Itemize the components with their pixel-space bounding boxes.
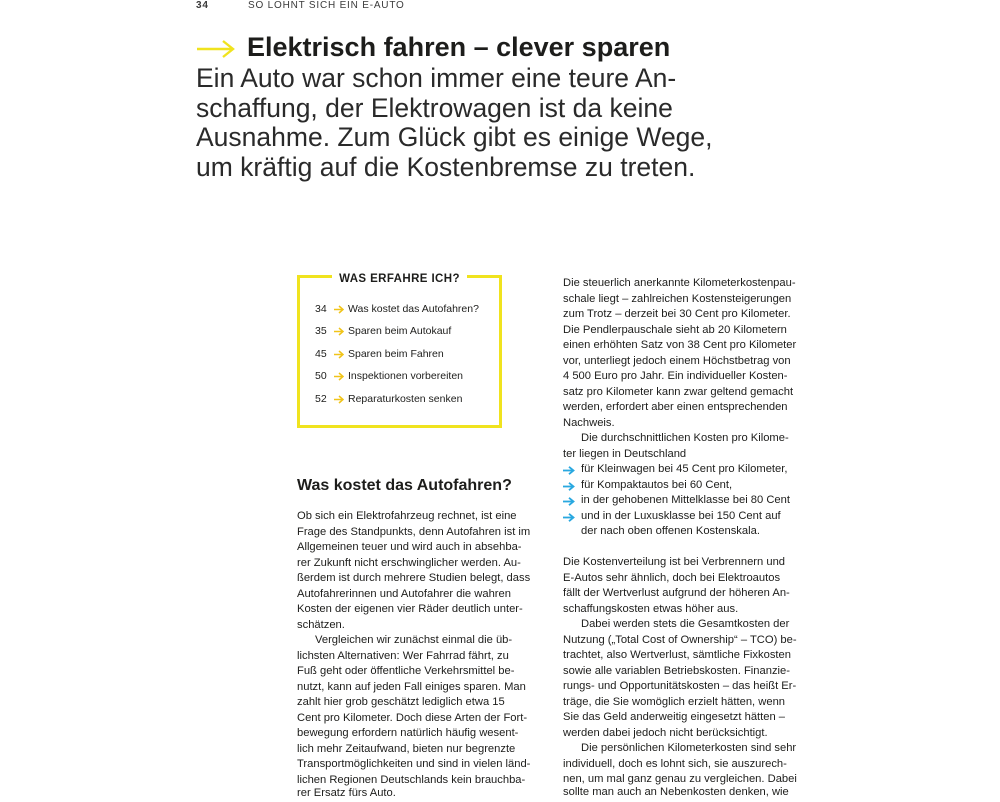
- intro-line: Ein Auto war schon immer eine teure An-: [196, 63, 677, 93]
- right-column: [563, 276, 813, 800]
- text-line: E-Autos sehr ähnlich, doch bei Elektroautos: [563, 571, 781, 584]
- text-line: Nutzung („Total Cost of Ownership“ – TCO) be-: [563, 633, 797, 646]
- text-line: trachtet, also Wertverlust, sämtliche Fixkosten: [563, 649, 791, 661]
- long-right-arrow-icon: [196, 39, 236, 59]
- text-line: bewegung erfordern natürlich häufig wesent-: [297, 727, 519, 739]
- running-head: [196, 0, 405, 12]
- bullet-text: für Kompaktautos bei 60 Cent,: [581, 478, 733, 491]
- right-arrow-icon: [334, 395, 344, 404]
- toc-page: 52: [315, 393, 327, 405]
- toc-title: WAS ERFAHRE ICH?: [332, 273, 467, 285]
- text-line: ter liegen in Deutschland: [563, 447, 687, 460]
- left-column: [297, 509, 547, 800]
- toc-page: 35: [315, 325, 327, 337]
- bullet-arrow-icon: [563, 513, 575, 522]
- text-line: nen, um mal ganz genau zu vergleichen. Dabei: [563, 773, 797, 785]
- toc-label: Sparen beim Fahren: [348, 348, 444, 360]
- text-line: schaffungskosten etwas höher aus.: [563, 602, 739, 615]
- right-arrow-icon: [334, 327, 344, 336]
- bullet-arrow-icon: [563, 497, 575, 506]
- text-line: Vergleichen wir zunächst einmal die üb-: [315, 634, 513, 646]
- bullet-text: für Kleinwagen bei 45 Cent pro Kilometer,: [581, 463, 788, 475]
- intro-line: schaffung, der Elektrowagen ist da keine: [196, 92, 673, 123]
- page-number: 34: [196, 0, 209, 11]
- text-line: Frage des Standpunkts, denn Autofahren ist im: [297, 525, 531, 538]
- toc-label: Inspektionen vorbereiten: [348, 370, 463, 382]
- toc-label: Reparaturkosten senken: [348, 393, 463, 405]
- text-line: zum Trotz – derzeit bei 30 Cent pro Kilometer.: [563, 308, 791, 320]
- text-line: sowie alle variablen Betriebskosten. Finanzie-: [563, 664, 790, 677]
- text-line: Die Pendlerpauschale sieht ab 20 Kilometern: [563, 323, 787, 336]
- text-line: 4 500 Euro pro Jahr. Ein individueller Kosten-: [563, 370, 788, 382]
- text-line: rer Ersatz fürs Auto.: [297, 787, 396, 799]
- toc-label: Sparen beim Autokauf: [348, 325, 452, 337]
- intro-line: Ausnahme. Zum Glück gibt es einige Wege,: [196, 122, 713, 152]
- text-line: Allgemeinen teuer und wird auch in absehba-: [297, 541, 522, 553]
- chapter-title: Elektrisch fahren – clever sparen: [247, 32, 671, 62]
- text-line: werden, erfordert aber einen entsprechenden: [563, 401, 788, 413]
- text-line: Dabei werden stets die Gesamtkosten der: [581, 618, 790, 630]
- right-arrow-icon: [334, 350, 344, 359]
- text-line: werden dabei jedoch nicht berücksichtigt.: [563, 726, 768, 739]
- toc-label: Was kostet das Autofahren?: [348, 303, 479, 315]
- right-arrow-icon: [334, 305, 344, 314]
- text-line: Nachweis.: [563, 416, 615, 429]
- running-title: SO LOHNT SICH EIN E-AUTO: [248, 0, 405, 11]
- toc-page: 34: [315, 303, 327, 315]
- text-line: lichen Regionen Deutschlands kein brauchba-: [297, 773, 526, 786]
- text-line: lichsten Alternativen: Wer Fahrrad fährt, zu: [297, 649, 509, 662]
- text-line: satz pro Kilometer kann zwar geltend gemacht: [563, 385, 794, 398]
- intro-line: um kräftig auf die Kostenbremse zu treten.: [196, 151, 696, 182]
- text-line: vor, unterliegt jedoch einem Höchstbetrag von: [563, 354, 791, 367]
- text-line: Sie das Geld anderweitig eingesetzt hätten –: [563, 711, 786, 723]
- toc-page: 50: [315, 370, 327, 382]
- bullet-arrow-icon: [563, 466, 575, 475]
- text-line: sollte man auch an Nebenkosten denken, wie: [563, 785, 789, 798]
- text-line: Ob sich ein Elektrofahrzeug rechnet, ist eine: [297, 510, 517, 522]
- text-line: Die durchschnittlichen Kosten pro Kilome-: [581, 432, 789, 444]
- text-line: Kosten der eigenen vier Räder deutlich unter-: [297, 603, 523, 615]
- text-line: Autofahrerinnen und Autofahrer die wahren: [297, 587, 511, 600]
- text-line: ßerdem ist durch mehrere Studien belegt, dass: [297, 572, 531, 584]
- right-arrow-icon: [334, 372, 344, 381]
- text-line: Cent pro Kilometer. Doch diese Arten der Fort-: [297, 711, 528, 724]
- bullet-arrow-icon: [563, 482, 575, 491]
- toc-page: 45: [315, 348, 327, 360]
- bullet-text: und in der Luxusklasse bei 150 Cent auf: [581, 509, 781, 522]
- text-line: lich mehr Zeitaufwand, bieten nur begrenzte: [297, 742, 516, 755]
- text-line: Die steuerlich anerkannte Kilometerkostenpau-: [563, 277, 796, 289]
- bullet-text: in der gehobenen Mittelklasse bei 80 Cent: [581, 494, 790, 506]
- text-line: Die Kostenverteilung ist bei Verbrennern und: [563, 556, 786, 568]
- text-line: schätzen.: [297, 618, 345, 631]
- text-line: zahlt hier grob geschätzt lediglich etwa 15: [297, 696, 505, 708]
- toc-box: [297, 275, 502, 428]
- text-line: einen erhöhten Satz von 38 Cent pro Kilometer: [563, 339, 797, 351]
- text-line: individuell, doch es lohnt sich, sie auszurech-: [563, 757, 787, 770]
- text-line: fällt der Wertverlust aufgrund der höheren An-: [563, 587, 790, 599]
- section-heading: Was kostet das Autofahren?: [297, 477, 512, 494]
- text-line: Transportmöglichkeiten und sind in vielen länd-: [297, 758, 531, 770]
- text-line: der nach oben offenen Kostenskala.: [581, 525, 760, 537]
- text-line: Fuß geht oder öffentliche Verkehrsmittel be-: [297, 665, 515, 677]
- text-line: träge, die Sie womöglich erzielt hätten, wenn: [563, 695, 786, 708]
- text-line: rungs- und Opportunitätskosten – das heißt Er-: [563, 680, 797, 692]
- text-line: rer Zukunft nicht erschwinglicher werden. Au-: [297, 556, 521, 569]
- text-line: Die persönlichen Kilometerkosten sind sehr: [581, 742, 797, 754]
- intro-text: [196, 64, 796, 182]
- text-line: nutzt, kann auf jeden Fall einiges sparen. Man: [297, 680, 526, 693]
- text-line: schale liegt – zahlreichen Kostensteigerungen: [563, 292, 792, 305]
